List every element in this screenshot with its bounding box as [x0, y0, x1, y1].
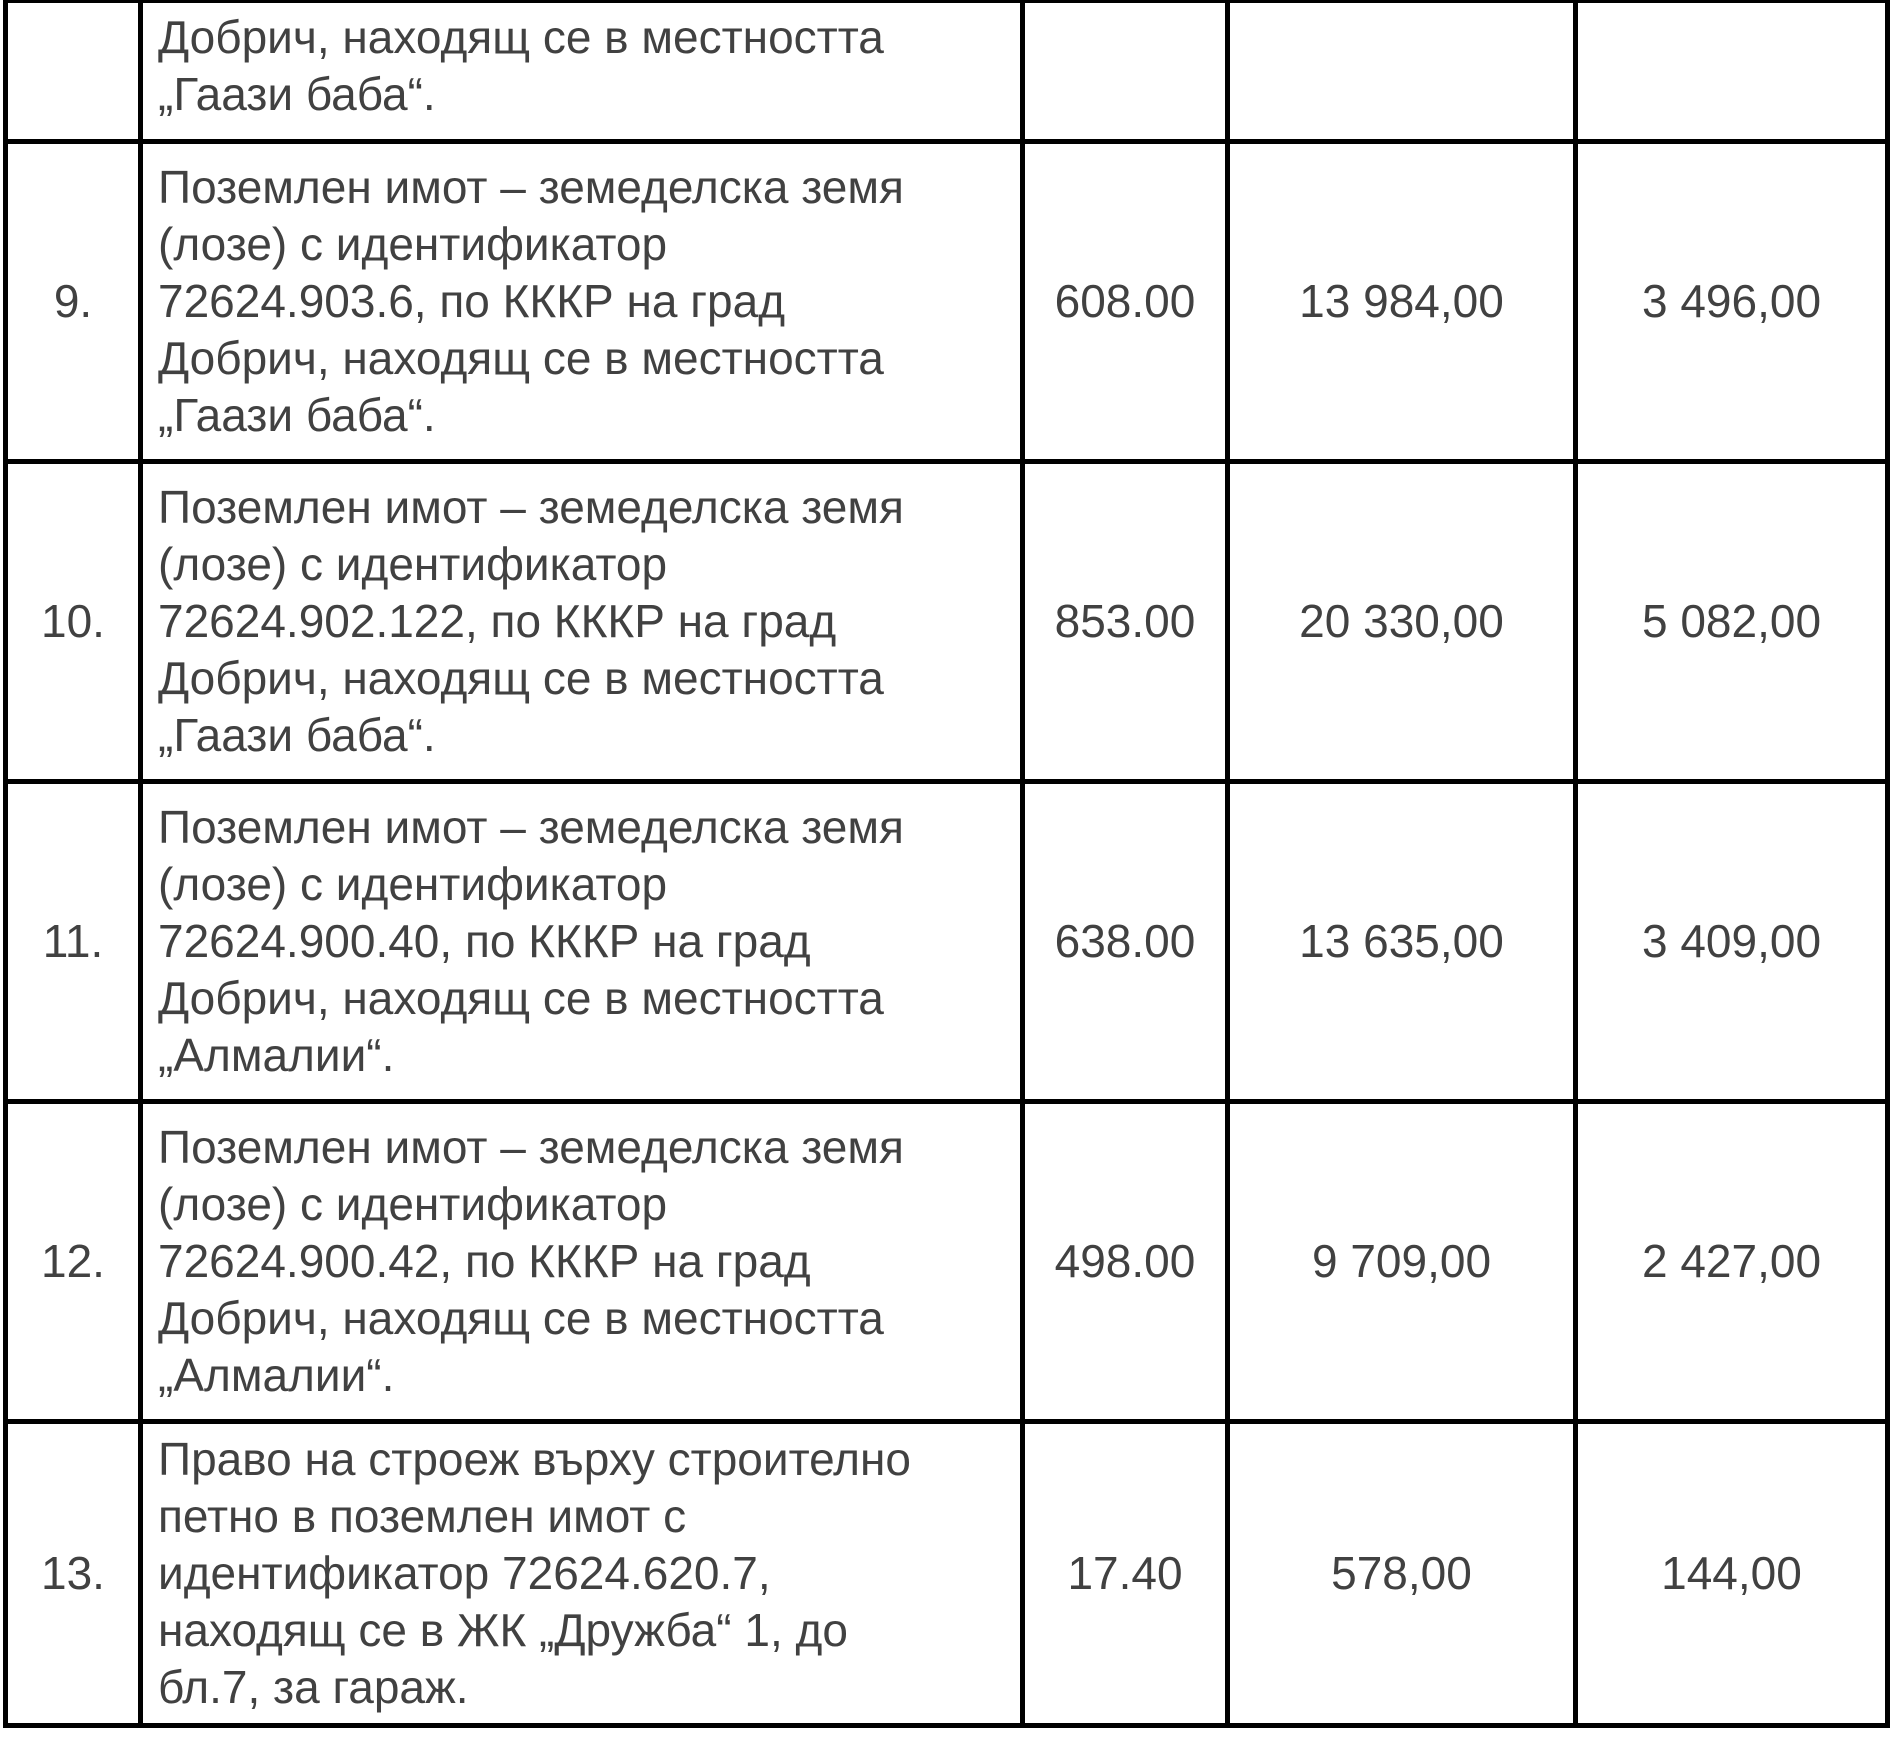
- description-cell: [141, 2, 1023, 142]
- description-line: Добрич, находящ се в местността: [158, 1292, 884, 1344]
- row-number-cell: 11.: [6, 782, 141, 1102]
- description-line: 72624.903.6, по КККР на град: [158, 275, 786, 327]
- description-cell: [141, 1422, 1023, 1726]
- property-table-body: [6, 2, 1888, 1726]
- amount-value-cell: 13 984,00: [1228, 142, 1576, 462]
- description-line: Добрич, находящ се в местността: [158, 11, 884, 63]
- description-line: бл.7, за гараж.: [158, 1661, 469, 1713]
- area-value-cell: 498.00: [1023, 1102, 1228, 1422]
- description-line: Право на строеж върху строително: [158, 1433, 912, 1485]
- description-line: Поземлен имот – земеделска земя: [158, 481, 904, 533]
- row-number-cell: 13.: [6, 1422, 141, 1726]
- description-line: Добрич, находящ се в местността: [158, 332, 884, 384]
- amount2-value-cell: 3 409,00: [1576, 782, 1888, 1102]
- description-line: Поземлен имот – земеделска земя: [158, 801, 904, 853]
- description-line: Добрич, находящ се в местността: [158, 972, 884, 1024]
- area-value-cell: 638.00: [1023, 782, 1228, 1102]
- amount-value-cell: 9 709,00: [1228, 1102, 1576, 1422]
- description-line: (лозе) с идентификатор: [158, 218, 668, 270]
- amount2-value-cell: 2 427,00: [1576, 1102, 1888, 1422]
- amount-value-cell: 20 330,00: [1228, 462, 1576, 782]
- area-value-cell: 608.00: [1023, 142, 1228, 462]
- description-line: идентификатор 72624.620.7,: [158, 1547, 771, 1599]
- description-cell: [141, 462, 1023, 782]
- row-number-cell: 12.: [6, 1102, 141, 1422]
- description-line: „Гаази баба“.: [158, 709, 436, 761]
- description-cell: [141, 142, 1023, 462]
- description-line: (лозе) с идентификатор: [158, 538, 668, 590]
- description-line: „Гаази баба“.: [158, 68, 436, 120]
- row-number-cell: [6, 2, 141, 142]
- description-line: 72624.902.122, по КККР на град: [158, 595, 837, 647]
- area-value-cell: [1023, 2, 1228, 142]
- amount2-value-cell: [1576, 2, 1888, 142]
- area-value-cell: 17.40: [1023, 1422, 1228, 1726]
- amount2-value-cell: 5 082,00: [1576, 462, 1888, 782]
- description-line: „Алмалии“.: [158, 1349, 395, 1401]
- amount-value-cell: 578,00: [1228, 1422, 1576, 1726]
- row-number-cell: 9.: [6, 142, 141, 462]
- description-line: Поземлен имот – земеделска земя: [158, 1121, 904, 1173]
- table-row: [6, 142, 1888, 462]
- area-value-cell: 853.00: [1023, 462, 1228, 782]
- property-table: [3, 0, 1890, 1728]
- description-line: 72624.900.40, по КККР на град: [158, 915, 811, 967]
- table-row: [6, 1102, 1888, 1422]
- amount2-value-cell: 3 496,00: [1576, 142, 1888, 462]
- table-row-partial: [6, 2, 1888, 142]
- description-line: Добрич, находящ се в местността: [158, 652, 884, 704]
- table-row: [6, 782, 1888, 1102]
- description-line: (лозе) с идентификатор: [158, 858, 668, 910]
- description-line: (лозе) с идентификатор: [158, 1178, 668, 1230]
- description-line: находящ се в ЖК „Дружба“ 1, до: [158, 1604, 848, 1656]
- amount2-value-cell: 144,00: [1576, 1422, 1888, 1726]
- row-number-cell: 10.: [6, 462, 141, 782]
- table-row: [6, 1422, 1888, 1726]
- description-line: Поземлен имот – земеделска земя: [158, 161, 904, 213]
- amount-value-cell: 13 635,00: [1228, 782, 1576, 1102]
- table-row: [6, 462, 1888, 782]
- description-cell: [141, 1102, 1023, 1422]
- amount-value-cell: [1228, 2, 1576, 142]
- description-line: „Гаази баба“.: [158, 389, 436, 441]
- description-line: 72624.900.42, по КККР на град: [158, 1235, 811, 1287]
- description-line: петно в поземлен имот с: [158, 1490, 687, 1542]
- description-cell: [141, 782, 1023, 1102]
- description-line: „Алмалии“.: [158, 1029, 395, 1081]
